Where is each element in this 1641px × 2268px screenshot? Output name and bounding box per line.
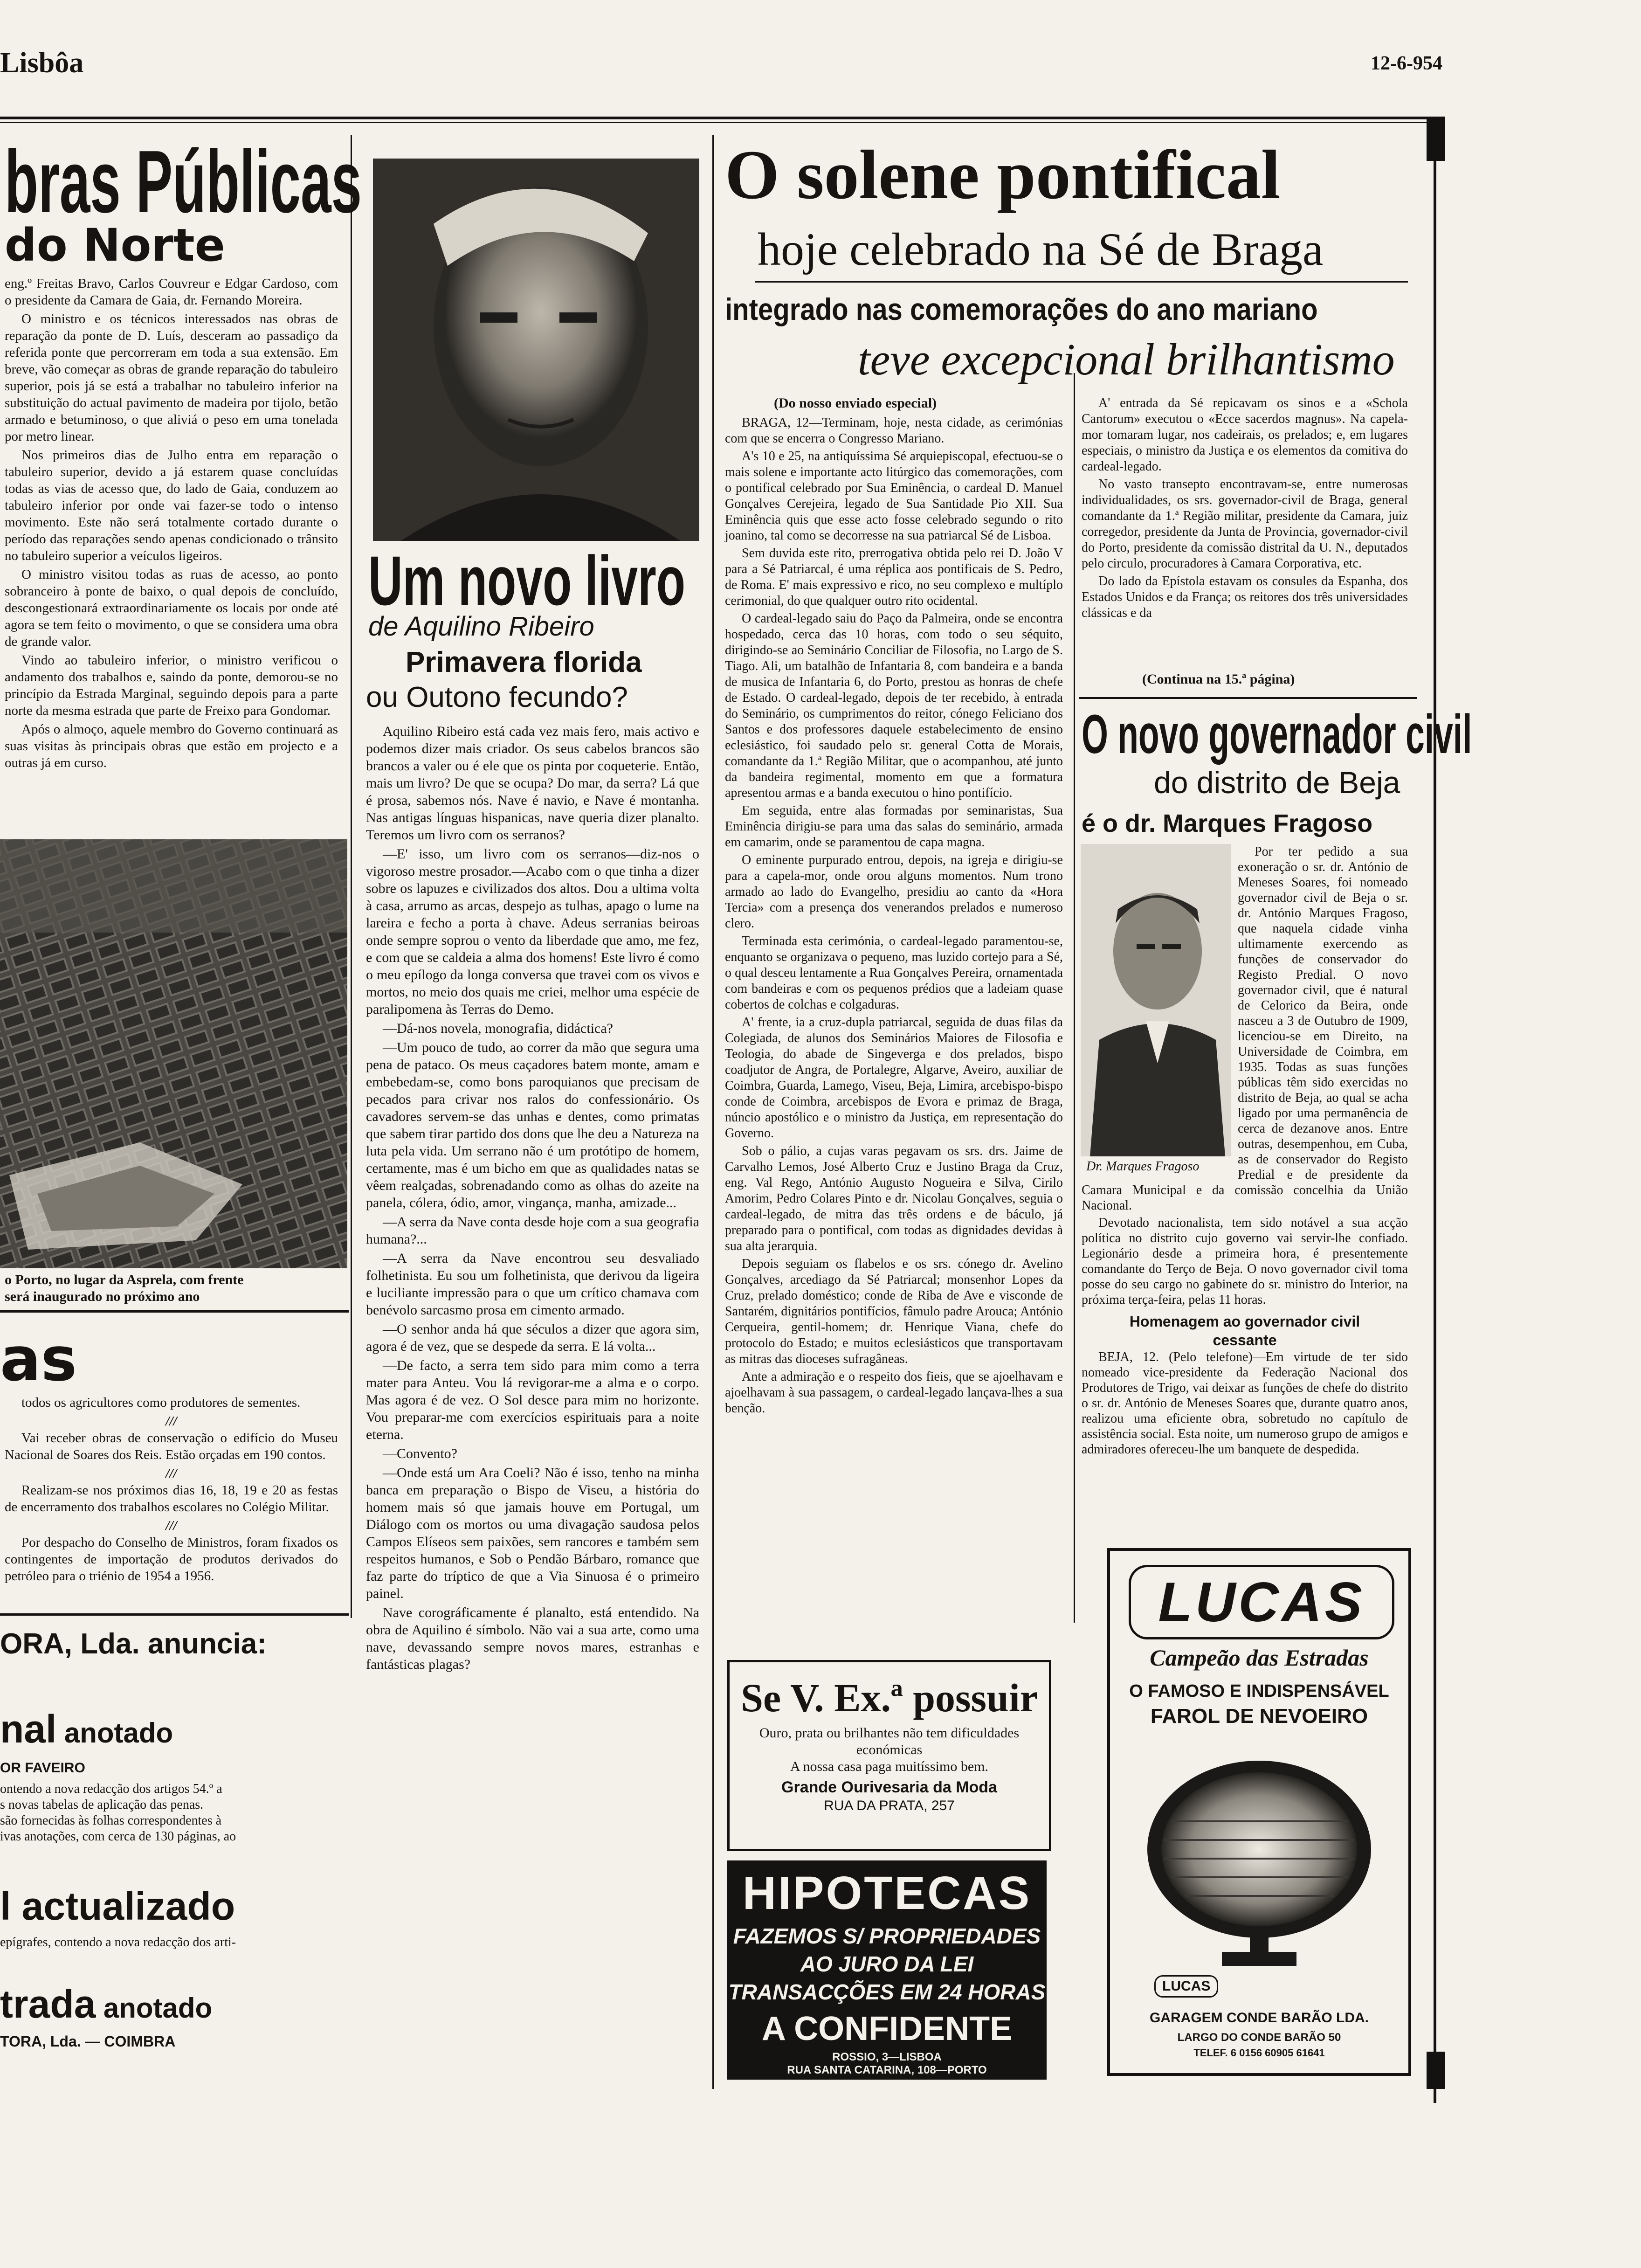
lucas-line2: FAROL DE NEVOEIRO: [1150, 1705, 1368, 1728]
lucas-brand: LUCAS: [1158, 1571, 1365, 1633]
book3-title: trada: [0, 1982, 96, 2026]
book1-anotado: anotado: [64, 1717, 173, 1749]
paragraph: BRAGA, 12—Terminam, hoje, nesta cidade, as cerimónias com que se encerra o Congresso Mariano.: [725, 415, 1063, 446]
homenagem-title-line: Homenagem ao governador civil: [1129, 1313, 1360, 1330]
photo-caption-2: será inaugurado no próximo ano: [5, 1289, 200, 1304]
livro-byline: de Aquilino Ribeiro: [368, 611, 594, 642]
construction-image: [0, 839, 347, 1268]
book2-title: l actualizado: [0, 1884, 235, 1928]
hipotecas-line3: TRANSACÇÕES EM 24 HORAS: [728, 1980, 1046, 2004]
homenagem-title-line: cessante: [1213, 1332, 1277, 1348]
right-margin-block-bottom: [1427, 2052, 1445, 2089]
masthead-city: Lisbôa: [0, 47, 84, 79]
book1-title: nal: [0, 1707, 57, 1751]
ourivesaria-line1: Ouro, prata ou brilhantes não tem dificuldades económicas: [759, 1725, 1020, 1757]
note-separator: ///: [165, 1466, 177, 1481]
hipotecas-name: A CONFIDENTE: [761, 2010, 1013, 2047]
governador-subtitle: do distrito de Beja: [1154, 765, 1400, 800]
pontifical-dateline: (Do nosso enviado especial): [774, 395, 937, 411]
fog-lamp-icon: [1133, 1737, 1385, 1980]
paragraph: Por ter pedido a sua exoneração o sr. dr. António de Meneses Soares, foi nomeado governador civil de Beja o sr. dr. António Marques Fragoso, que naquela cidade vinha ultimamente exercendo as funções de conservador do Registo Predial. O novo governador civil, que é natural de Celorico da Beira, onde nasceu a 3 de Outubro de 1909, licenciou-se em Direito, na Universidade de Coimbra, em 1935. Todas as suas funções públicas têm sido exercidas no distrito de Beja, ao qual se acha ligado por uma permanência de cerca de dezanove anos. Entre outras, desempenhou, em Cuba, as de conservador do Registo Predial e de presidente da Camara Municipal e da comissão concelhia da União Nacional.: [1082, 844, 1408, 1213]
hipotecas-line1: FAZEMOS S/ PROPRIEDADES: [733, 1924, 1041, 1948]
homenagem-title: [1082, 1312, 1408, 1349]
hipotecas-line2: AO JURO DA LEI: [800, 1952, 974, 1976]
paragraph: A's 10 e 25, na antiquíssima Sé arquiepiscopal, efectuou-se o mais solene e importante acto litúrgico das comemorações, com o pontifical celebrado por Sua Eminência, o cardeal D. Manuel Gonçalves Cerejeira, legado de Sua Santidade Pio XII. Sua Eminência quis que esse acto fosse celebrado segundo o rito joanino, tal como se decorresse na sua patriarcal Sé de Lisboa.: [725, 449, 1063, 543]
paragraph: —De facto, a serra tem sido para mim como a terra mater para Anteu. Vou lá revigorar-me a alma e o corpo. Mas agora é de vez. O Sol desce para mim no horizonte. Vou preparar-me com exercícios espirituais para a noite eterna.: [366, 1358, 699, 1442]
section-rule: [1079, 697, 1417, 699]
ourivesaria-name: Grande Ourivesaria da Moda: [781, 1778, 997, 1796]
obras-text: [5, 275, 338, 773]
right-margin-rule: [1434, 117, 1436, 2103]
photo-float: [1082, 844, 1238, 1175]
livro-text: [366, 723, 699, 1675]
paragraph: —Dá-nos novela, monografia, didáctica?: [383, 1021, 613, 1036]
paragraph: Em seguida, entre alas formadas por seminaristas, Sua Eminência dirigiu-se para uma das salas do seminário, armada em camarim, onde se paramentou de capa magna.: [725, 803, 1063, 850]
paragraph: Depois seguiam os flabelos e os srs. cónego dr. Avelino Gonçalves, arcediago da Sé Patriarcal; monsenhor Lopes da Cruz, prelado doméstico; conde de Riba de Ave e visconde de Santarém, dignitários pontifícios, fâmulo padre Arouca; António Cerqueira, gentil-homem; dr. Henrique Viana, chefe do protocolo do Estado; e muitos eclesiásticos que transportavam as mitras das dioceses sufragâneas.: [725, 1257, 1063, 1366]
paragraph: O eminente purpurado entrou, depois, na igreja e dirigiu-se para a capela-mor, onde orou alguns momentos. Num trono armado ao lado do Evangelho, presidiu ao canto da «Hora Tercia» com a presença dos venerandos prelados e numeroso clero.: [725, 853, 1063, 931]
continua-note: (Continua na 15.ª página): [1142, 671, 1295, 687]
hipotecas-title: HIPOTECAS: [742, 1867, 1032, 1919]
pontifical-deck-2: teve excepcional brilhantismo: [858, 334, 1395, 384]
masthead-date: 12-6-954: [1371, 53, 1442, 74]
desc-line: são fornecidas às folhas correspondentes à: [0, 1813, 222, 1828]
right-margin-block: [1427, 117, 1445, 161]
notes-text: [5, 1394, 338, 1586]
coimbra-ad-footer: TORA, Lda. — COIMBRA: [0, 2033, 176, 2050]
obras-subtitle: do Norte: [5, 219, 225, 271]
section-rule: [0, 1613, 349, 1616]
paragraph: —Onde está um Ara Coeli? Não é isso, tenho na minha banca em preparação o Bispo de Viseu, a história do homem mais só que jamais houve em Portugal, um Diálogo com os mortos ou uma divagação saudosa pelos Campos Elíseos sem paixões, sem rancores e também sem respeitos humanos, e Sob o Pendão Bárbaro, romance que faz parte do tríptico de que a Via Sinuosa é o primeiro painel.: [366, 1465, 699, 1601]
desc-line: ontendo a nova redacção dos artigos 54.º a: [0, 1782, 222, 1796]
hipotecas-addr2: RUA SANTA CATARINA, 108—PORTO: [787, 2064, 987, 2076]
note-item: Realizam-se nos próximos dias 16, 18, 19 e 20 as festas de encerramento dos trabalhos escolares no Colégio Militar.: [5, 1483, 338, 1514]
coimbra-ad-header: ORA, Lda. anuncia:: [0, 1628, 267, 1660]
paragraph: Devotado nacionalista, tem sido notável a sua acção política no distrito cujo governo vai servir-lhe confiado. Legionário desde a primeira hora, é presentemente comandante do Terço de Beja. O novo governador civil toma posse do seu cargo no gabinete do sr. ministro do Interior, na próxima terça-feira, pelas 11 horas.: [1082, 1216, 1408, 1307]
paragraph: A' frente, ia a cruz-dupla patriarcal, seguida de duas filas da Colegiada, de alunos dos Seminários Maiores de Filosofia e Teologia, do abade de Singeverga e dos prelados, bispo coadjutor de Angra, de Portalegre, Algarve, Aveiro, auxiliar de Coimbra, Guarda, Lamego, Viseu, Beja, Limira, arcebispo-bispo conde de Coimbra, arcebispos de Evora e primaz de Braga, núncio apostólico e o ministro da Justiça, em representação do Governo.: [725, 1015, 1063, 1141]
paragraph: O cardeal-legado saiu do Paço da Palmeira, onde se encontra hospedado, cerca das 10 horas, com todo o seu séquito, dirigindo-se ao Seminário Conciliar de Filosofia, no Largo de S. Tiago. Ali, um batalhão de Infantaria 8, com bandeira e a banda de musica de Infantaria 6, do Porto, prestou as honras de chefe de Estado. O cardeal-legado, depois de ter recebido, à entrada do Seminário, os cumprimentos do reitor, cónego Feliciano dos Santos e dos professores daquele estabelecimento de ensino eclesiástico, foi saudado pelo sr. general Cotta de Morais, comandante da 1.ª Região Militar, que o acompanhou, até junto da bandeira regimental, momento em que a formatura apresentou armas e a banda executou o hino pontifício.: [725, 611, 1063, 800]
paragraph: Sem duvida este rito, prerrogativa obtida pelo rei D. João V para a Sé Patriarcal, é uma réplica aos pontificais de S. Pedro, de Roma. E' mais expressivo e rico, no seu complexo e multíplo cerimonial, do que qualquer outro rito ocidental.: [725, 546, 1063, 608]
book1-desc: [0, 1781, 336, 1845]
governador-text: [1082, 844, 1408, 1459]
photo-caption-1: o Porto, no lugar da Asprela, com frente: [5, 1272, 244, 1287]
paragraph: Aquilino Ribeiro está cada vez mais fero, mais activo e podemos dizer mais criador. Os seus cabelos brancos são brancos a valer ou é ele que os pinta por coqueterie. Então, mais um livro? De que se ocupa? Do mar, da serra? Lá que é prosa, sabemos nós. Nave é navio, e Nave é montanha. Nas antigas línguas hispanicas, nave queria dizer planalto. Teremos um livro com os serranos?: [366, 724, 699, 843]
paragraph: A' entrada da Sé repicavam os sinos e a «Schola Cantorum» executou o «Ecce sacerdos magnus». Na capela-mor tomaram lugar, nos cadeirais, os prelados; e, em lugares especiais, o ministro da Justiça e os elementos da comitiva do cardeal-legado.: [1082, 396, 1408, 474]
column-rule-1: [351, 135, 352, 1618]
book1-author: OR FAVEIRO: [0, 1760, 85, 1776]
lucas-ad: [1107, 1548, 1411, 2076]
paragraph: Ante a admiração e o respeito dos fieis, que se ajoelhavam e ajoelhavam à sua passagem, o cardeal-legado lançava-lhes a sua benção.: [725, 1369, 1063, 1416]
paragraph: —Um pouco de tudo, ao correr da mão que segura uma pena de pataco. Os meus caçadores batem monte, amam e embebedam-se, como bons paroquianos que precisam de pecados para crivar nos ralos do confessionário. Os cavadores servem-se das unhas e dentes, como primatas que sabem tirar partido dos dons que lhe deu a Natureza na luta pela vida. Um serrano não é um protótipo de homem, certamente, mas é um bicho em que as qualidades natas se vêem realçadas, sobrenadando como as olhas do azeite na panela, cólera, ódio, amor, vingança, manha, amizade...: [366, 1040, 699, 1210]
obras-title: bras Públicas: [5, 132, 362, 231]
ourivesaria-line2: A nossa casa paga muitíssimo bem.: [790, 1759, 988, 1774]
governador-title: O novo governador civil: [1082, 704, 1472, 765]
paragraph: Após o almoço, aquele membro do Governo continuará as suas visitas às principais obras que estão em projecto e a outras já em curso.: [5, 722, 338, 770]
paragraph: Terminada esta cerimónia, o cardeal-legado paramentou-se, enquanto se organizava o pequeno, mas luzido cortejo para a Sé, o qual desceu lentamente a Rua Gonçalves Pereira, ornamentada com bandeiras e com os pequenos prédios que a ladeiam quase cobertos de colchas e colgaduras.: [725, 934, 1063, 1012]
masthead-rule: [0, 117, 1443, 119]
paragraph: —Convento?: [383, 1446, 457, 1461]
paragraph: O ministro e os técnicos interessados nas obras de reparação da ponte de D. Luís, desceram ao passadiço da referida ponte que percorreram em toda a sua extensão. Em breve, vão começar as obras de grande reparação do tabuleiro superior, pois já se está a trabalhar no tabuleiro inferior na substituição do actual pavimento de madeira por tijolo, betão armado e betuminoso, o que aliviá o peso em uma tonelada por metro linear.: [5, 311, 338, 444]
column-rule-2: [712, 135, 714, 2089]
paragraph: —A serra da Nave conta desde hoje com a sua geografia humana?...: [366, 1214, 699, 1247]
paragraph: Nos primeiros dias de Julho entra em reparação o tabuleiro superior, devido a já estarem quase concluídas todas as vias de acesso que, do lado de Gaia, conduzem ao tabuleiro inferior por onde vai fazer-se todo o intenso movimento. Este não será totalmente cortado durante o período das reparações sendo apenas condicionado o trânsito no tabuleiro superior a veículos ligeiros.: [5, 448, 338, 563]
lucas-phones: TELEF. 6 0156 60905 61641: [1193, 2047, 1325, 2059]
lucas-logo: [1129, 1565, 1394, 1639]
note-separator: ///: [165, 1518, 177, 1533]
pontifical-deck-1: integrado nas comemorações do ano mariano: [725, 292, 1318, 326]
subtitle-underline: [755, 281, 1408, 283]
column-rule-3: [1074, 373, 1075, 1623]
photo-caption: Dr. Marques Fragoso: [1086, 1159, 1200, 1174]
ourivesaria-headline: Se V. Ex.ª possuir: [741, 1675, 1038, 1720]
livro-subtitle-2: ou Outono fecundo?: [366, 681, 628, 713]
lamp-label: LUCAS: [1154, 1975, 1218, 1998]
note-item: todos os agricultores como produtores de sementes.: [21, 1395, 301, 1410]
pontifical-col-2: [1082, 395, 1408, 623]
hipotecas-addr1: ROSSIO, 3—LISBOA: [832, 2051, 942, 2063]
paragraph: Vindo ao tabuleiro inferior, o ministro verificou o andamento dos trabalhos e, saindo da ponte, demorou-se no princípio da Estrada Marginal, seguindo depois para a parte norte da mesma estrada que parte de Freixo para Gondomar.: [5, 653, 338, 718]
livro-title: Um novo livro: [368, 541, 686, 620]
portrait-image: [373, 159, 699, 541]
pontifical-title: O solene pontifical: [725, 136, 1281, 214]
aquilino-portrait: [373, 159, 699, 541]
desc-line: ivas anotações, com cerca de 130 páginas, ao: [0, 1829, 236, 1844]
lucas-garage: GARAGEM CONDE BARÃO LDA.: [1150, 2010, 1369, 2026]
pontifical-col-1: [725, 415, 1063, 1418]
book2-desc: epígrafes, contendo a nova redacção dos arti-: [0, 1935, 236, 1950]
note-item: Por despacho do Conselho de Ministros, foram fixados os contingentes de importação de produtos derivados do petróleo para o triénio de 1954 a 1956.: [5, 1535, 338, 1583]
paragraph: —O senhor anda há que séculos a dizer que agora sim, agora é de vez, que se despede da serra. E lá volta...: [366, 1321, 699, 1354]
paragraph: BEJA, 12. (Pelo telefone)—Em virtude de ter sido nomeado vice-presidente da Federação Nacional dos Produtores de Trigo, vai deixar as funções de chefe do distrito o sr. dr. António de Meneses Soares que, durante quatro anos, realizou uma eficiente obra, sobretudo no capítulo de assistência social. Esta noite, um numeroso grupo de amigos e admiradores ofereceu-lhe um banquete de despedida.: [1082, 1350, 1408, 1457]
paragraph: Nave corográficamente é planalto, está entendido. Na obra de Aquilino é símbolo. Não vai a sua arte, como uma nave, devassando sempre novos mares, estranhas e fantásticas plagas?: [366, 1605, 699, 1672]
coimbra-ad-book1: [0, 1707, 173, 1752]
paragraph: —E' isso, um livro com os serranos—diz-nos o vigoroso mestre prosador.—Acabo com o que tinha a dizer sobre os lapuzes e civilizados dos altos. Dou a ultima volta à casa, arrumo as arcas, despejo as tulhas, apago o lume na lareira e fecho a porta à chave. Adeus serranias beiroas onde sempre soprou o vento da liberdade que amo, me fez, e com que se caldeia a alma dos homens! Este livro é como o meu epílogo da longa conversa que travei com os vivos e mortos, no meio dos quais me criei, melhor uma espécie de paralipomena às Terras do Demo.: [366, 846, 699, 1017]
masthead-rule-thin: [0, 122, 1443, 123]
paragraph: Do lado da Epístola estavam os consules da Espanha, dos Estados Unidos e da França; os reitores dos três universidades clássicas e da: [1082, 574, 1408, 620]
paragraph: No vasto transepto encontravam-se, entre numerosas individualidades, os srs. governador-civil de Braga, general comandante da 1.ª Região militar, presidente da Camara, juiz corregedor, presidente da Junta de Provincia, governador-civil do Porto, presidente da comissão distrital da U. N., deputados pelo circulo, procuradores à Camara Corporativa, etc.: [1082, 477, 1408, 571]
lucas-tagline: Campeão das Estradas: [1150, 1645, 1369, 1671]
ourivesaria-address: RUA DA PRATA, 257: [824, 1798, 955, 1813]
ourivesaria-ad: [727, 1660, 1051, 1851]
hipotecas-ad: [727, 1860, 1047, 2080]
lucas-address: LARGO DO CONDE BARÃO 50: [1177, 2031, 1341, 2044]
lucas-line1: O FAMOSO E INDISPENSÁVEL: [1129, 1681, 1389, 1701]
paragraph: O ministro visitou todas as ruas de acesso, ao ponto sobranceiro à ponte de baixo, o qual depois de concluído, descongestionará extraordinariamente os locais por onde até agora se tem feito o movimento, o que se considera uma obra de grande valor.: [5, 567, 338, 649]
note-item: Vai receber obras de conservação o edifício do Museu Nacional de Soares dos Reis. Estão orçadas em 190 contos.: [5, 1431, 338, 1462]
asprela-photo: [0, 839, 347, 1268]
livro-subtitle-1: Primavera florida: [406, 646, 642, 678]
governador-deck: é o dr. Marques Fragoso: [1082, 809, 1373, 837]
note-separator: ///: [165, 1414, 177, 1429]
paragraph: eng.º Freitas Bravo, Carlos Couvreur e Edgar Cardoso, com o presidente da Camara de Gaia, dr. Fernando Moreira.: [5, 276, 338, 308]
paragraph: —A serra da Nave encontrou seu desvaliado folhetinista. Eu sou um folhetinista, que derivou da ligeira e luciliante impressão para o que um crítico chamava com benévolo sarcasmo prosa em cimento armado.: [366, 1251, 699, 1318]
book3-anotado: anotado: [103, 1992, 213, 2024]
desc-line: s novas tabelas de aplicação das penas.: [0, 1798, 204, 1812]
coimbra-ad-book3: [0, 1982, 212, 2027]
section-rule: [0, 1310, 349, 1313]
notes-title: as: [0, 1324, 77, 1395]
paragraph: Sob o pálio, a cujas varas pegavam os srs. drs. Jaime de Carvalho Lemos, José Alberto Cruz e Justino Braga da Cruz, eng. Val Rego, António Augusto Nogueira e Silva, Cirilo Amorim, Pedro Colares Pinto e dr. Nicolau Gonçalves, seguia o cardeal-legado, de mitra das três ordens e de báculo, já preparado para o pontifical, com todas as dignidades devidas à sua alta jerarquia.: [725, 1144, 1063, 1253]
pontifical-subtitle: hoje celebrado na Sé de Braga: [758, 223, 1324, 275]
